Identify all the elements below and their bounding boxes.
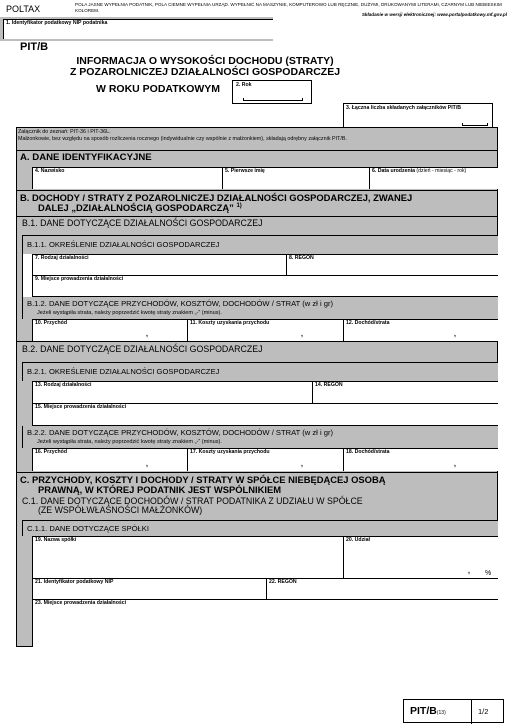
c1-title-line1: C.1. DANE DOTYCZĄCE DOCHODÓW / STRAT PODATNIKA Z UDZIAŁU W SPÓŁCE — [22, 496, 363, 506]
footer-form-id — [403, 699, 504, 723]
company-regon-label: 22. REGON — [269, 579, 297, 585]
revenue-field-1[interactable] — [32, 319, 187, 341]
decimal-comma: , — [301, 331, 303, 338]
costs-field-1[interactable] — [187, 319, 343, 341]
divider — [16, 216, 498, 217]
revenue-field-2[interactable] — [32, 448, 187, 471]
b12-title: B.1.2. DANE DOTYCZĄCE PRZYCHODÓW, KOSZTÓW, DOCHODÓW / STRAT (w zł i gr) — [27, 299, 334, 308]
birth-date-field[interactable] — [369, 167, 498, 189]
nip-field-label: 1. Identyfikator podatkowy NIP podatnika — [6, 20, 108, 26]
company-location-label: 23. Miejsce prowadzenia działalności — [35, 600, 127, 606]
b11-header — [22, 235, 498, 254]
section-b-footnote: 1) — [236, 202, 242, 209]
first-name-field[interactable] — [222, 167, 369, 189]
surname-field[interactable] — [32, 167, 222, 189]
title-line-3: W ROKU PODATKOWYM — [96, 83, 221, 95]
b22-title: B.2.2. DANE DOTYCZĄCE PRZYCHODÓW, KOSZTÓW, DOCHODÓW / STRAT (w zł i gr) — [27, 428, 334, 437]
section-b-title — [20, 193, 496, 213]
decimal-comma: , — [301, 461, 303, 468]
activity-type-field-1[interactable] — [32, 254, 286, 275]
year-field[interactable] — [232, 80, 312, 104]
decimal-comma: , — [468, 568, 470, 575]
instructions-text: POLA JASNE WYPEŁNIA PODATNIK, POLA CIEMNE WYPEŁNIA URZĄD. WYPEŁNIĆ NA MASZYNIE, KOMPUTEROWO LUB RĘCZNIE, DUŻYMI, DRUKOWANYMI LITERAMI, CZARNYM LUB NIEBIESKIM KOLOREM. — [75, 2, 502, 13]
section-c-title-line2: PRAWNĄ, W KTÓREJ PODATNIK JEST WSPÓLNIKIEM — [38, 483, 282, 495]
birth-date-hint: (dzień - miesiąc - rok) — [416, 168, 467, 174]
attachments-count-ticks — [462, 123, 488, 126]
company-name-field[interactable] — [32, 536, 343, 578]
section-c-title-line1: C. PRZYCHODY, KOSZTY I DOCHODY / STRATY W SPÓŁCE NIEBĘDĄCEJ OSOBĄ — [20, 474, 386, 485]
first-name-label: 5. Pierwsze imię — [225, 168, 265, 174]
section-a-title: A. DANE IDENTYFIKACYJNE — [20, 152, 152, 163]
brand-label: POLTAX — [6, 4, 41, 14]
c11-header — [22, 520, 498, 536]
b12-hint: Jeżeli wystąpiła strata, należy poprzedzić kwotę straty znakiem „-” (minus). — [37, 310, 222, 316]
b12-header — [22, 297, 498, 319]
form-title — [55, 56, 355, 78]
electronic-note: Składanie w wersji elektronicznej: www.portalpodatkowy.mf.gov.pl — [361, 12, 507, 17]
attachments-count-field[interactable] — [343, 103, 493, 129]
section-b-title-line2: DALEJ „DZIAŁALNOŚCIĄ GOSPODARCZĄ” — [38, 202, 234, 213]
surname-label: 4. Nazwisko — [35, 168, 65, 174]
regon-label-1: 8. REGON — [289, 255, 314, 261]
footer-form-code: PIT/B — [410, 705, 437, 717]
activity-location-field-2[interactable] — [32, 403, 498, 426]
year-field-label: 2. Rok — [236, 82, 252, 88]
costs-label-2: 17. Koszty uzyskania przychodu — [190, 449, 270, 455]
title-line-1: INFORMACJA O WYSOKOŚCI DOCHODU (STRATY) — [76, 55, 334, 67]
attachments-count-label: 3. Łączna liczba składanych załączników PIT/B — [346, 105, 462, 111]
activity-type-label-2: 13. Rodzaj działalności — [35, 382, 92, 388]
form-code: PIT/B — [20, 41, 49, 53]
b21-title: B.2.1. OKREŚLENIE DZIAŁALNOŚCI GOSPODARCZEJ — [27, 367, 220, 376]
company-name-label: 19. Nazwa spółki — [35, 537, 77, 543]
c11-title: C.1.1. DANE DOTYCZĄCE SPÓŁKI — [27, 524, 149, 533]
c1-title — [22, 497, 492, 515]
activity-location-label-2: 15. Miejsce prowadzenia działalności — [35, 404, 127, 410]
regon-field-2[interactable] — [312, 381, 498, 403]
company-location-field[interactable] — [32, 599, 498, 647]
revenue-label-2: 16. Przychód — [35, 449, 68, 455]
b21-header — [22, 362, 498, 381]
decimal-comma: , — [454, 331, 456, 338]
activity-location-field-1[interactable] — [32, 275, 498, 297]
income-loss-field-1[interactable] — [343, 319, 498, 341]
divider — [16, 472, 498, 473]
income-loss-field-2[interactable] — [343, 448, 498, 471]
company-nip-label: 21. Identyfikator podatkowy NIP — [35, 579, 114, 585]
b22-header — [22, 426, 498, 448]
costs-field-2[interactable] — [187, 448, 343, 471]
income-loss-label-1: 12. Dochód/strata — [346, 320, 390, 326]
costs-label-1: 11. Koszty uzyskania przychodu — [190, 320, 270, 326]
b22-hint: Jeżeli wystąpiła strata, należy poprzedzić kwotę straty znakiem „-” (minus). — [37, 439, 222, 445]
regon-label-2: 14. REGON — [315, 382, 343, 388]
year-ticks — [243, 98, 303, 101]
company-nip-field[interactable] — [32, 578, 266, 599]
company-regon-field[interactable] — [266, 578, 498, 599]
b1-title: B.1. DANE DOTYCZĄCE DZIAŁALNOŚCI GOSPODARCZEJ — [22, 218, 263, 228]
divider — [16, 150, 498, 151]
decimal-comma: , — [146, 461, 148, 468]
section-b-title-line1: B. DOCHODY / STRATY Z POZAROLNICZEJ DZIAŁALNOŚCI GOSPODARCZEJ, ZWANEJ — [20, 192, 413, 203]
share-label: 20. Udział — [346, 537, 370, 543]
b11-title: B.1.1. OKREŚLENIE DZIAŁALNOŚCI GOSPODARCZEJ — [27, 240, 220, 249]
nip-field[interactable] — [3, 19, 273, 39]
title-line-2: Z POZAROLNICZEJ DZIAŁALNOŚCI GOSPODARCZEJ — [69, 66, 341, 79]
divider — [16, 190, 498, 191]
attachment-info-line2: Małżonkowie, bez względu na sposób rozliczenia rocznego (indywidualnie czy wspólnie z małżonkiem), składają odrębny załącznik PIT/B. — [18, 136, 347, 143]
b2-title: B.2. DANE DOTYCZĄCE DZIAŁALNOŚCI GOSPODARCZEJ — [22, 344, 263, 354]
footer-divider — [471, 700, 472, 724]
footer-version: (13) — [436, 710, 446, 716]
income-loss-label-2: 18. Dochód/strata — [346, 449, 390, 455]
birth-date-label: 6. Data urodzenia — [372, 168, 415, 174]
decimal-comma: , — [146, 331, 148, 338]
activity-location-label-1: 9. Miejsce prowadzenia działalności — [35, 276, 124, 282]
nip-field-container — [0, 17, 273, 41]
activity-type-field-2[interactable] — [32, 381, 312, 403]
regon-field-1[interactable] — [286, 254, 498, 275]
section-c-title — [20, 475, 496, 495]
revenue-label-1: 10. Przychód — [35, 320, 68, 326]
attachment-info — [18, 129, 496, 144]
activity-type-label-1: 7. Rodzaj działalności — [35, 255, 89, 261]
footer-page-number: 1/2 — [478, 707, 489, 716]
share-field[interactable] — [343, 536, 498, 578]
decimal-comma: , — [454, 461, 456, 468]
attachment-info-line1: Załącznik do zeznań: PIT-36 i PIT-36L. — [18, 129, 111, 135]
divider — [16, 341, 498, 342]
c1-title-line2: (ZE WSPÓŁWŁASNOŚCI MAŁŻONKÓW) — [38, 505, 203, 516]
percent-unit: % — [485, 570, 492, 577]
